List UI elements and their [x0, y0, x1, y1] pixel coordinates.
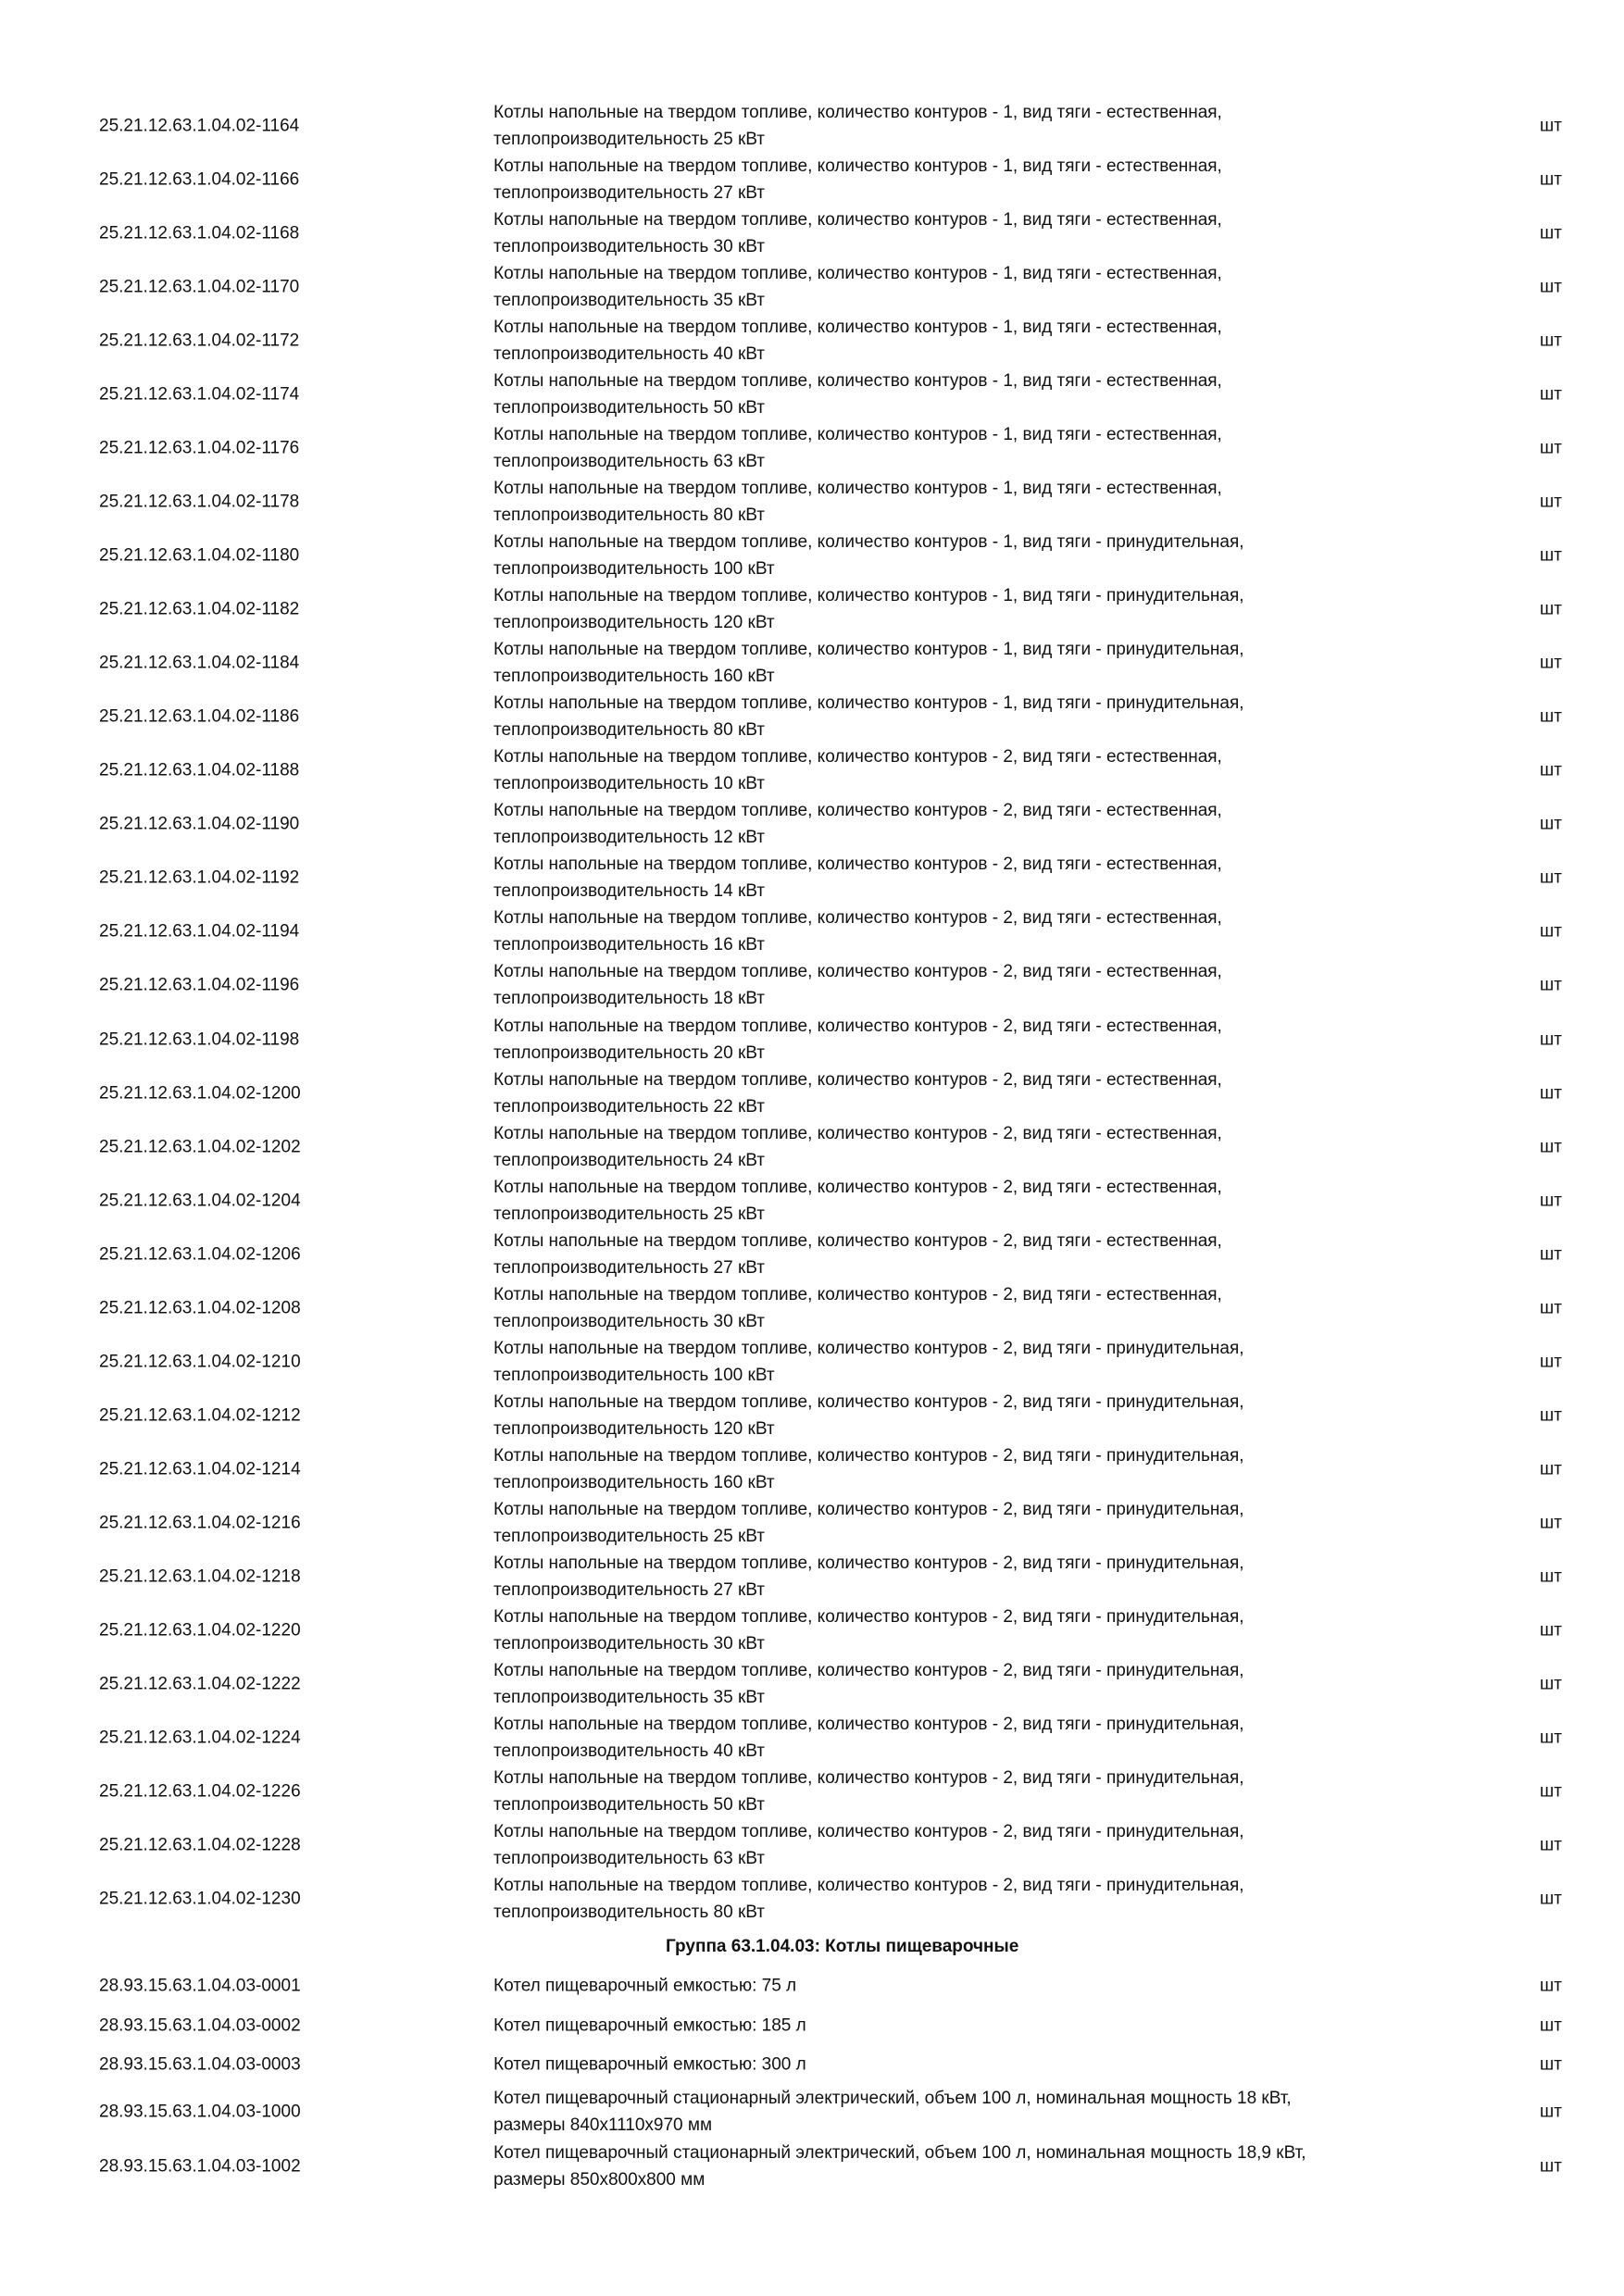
- unit-cell: шт: [1540, 975, 1562, 995]
- table-row: [0, 743, 1624, 797]
- table-row: [0, 2085, 1624, 2139]
- unit-cell: шт: [1540, 1728, 1562, 1748]
- item-description: [493, 2085, 1292, 2139]
- item-description-line: Котлы напольные на твердом топливе, количество контуров - 2, вид тяги - естественная,: [493, 1284, 1222, 1304]
- unit-cell: шт: [1540, 1083, 1562, 1104]
- item-description-line: теплопроизводительность 27 кВт: [493, 1257, 766, 1278]
- unit-cell: шт: [1540, 1405, 1562, 1426]
- item-description-line: теплопроизводительность 63 кВт: [493, 1848, 766, 1868]
- item-description-line: Котлы напольные на твердом топливе, количество контуров - 1, вид тяги - естественная,: [493, 156, 1222, 177]
- item-code: 25.21.12.63.1.04.02-1172: [99, 331, 300, 351]
- table-row: [0, 1765, 1624, 1818]
- table-row: [0, 1120, 1624, 1174]
- item-description-line: теплопроизводительность 100 кВт: [493, 1365, 775, 1385]
- item-code: 28.93.15.63.1.04.03-1002: [99, 2156, 301, 2177]
- item-description-line: теплопроизводительность 160 кВт: [493, 667, 775, 687]
- item-description-line: теплопроизводительность 35 кВт: [493, 1687, 766, 1707]
- table-row: [0, 690, 1624, 743]
- table-row: [0, 475, 1624, 529]
- item-description-line: теплопроизводительность 63 кВт: [493, 452, 766, 472]
- item-code: 25.21.12.63.1.04.02-1212: [99, 1405, 301, 1426]
- item-description-line: теплопроизводительность 18 кВт: [493, 989, 766, 1009]
- unit-cell: шт: [1540, 599, 1562, 619]
- item-description-line: Котлы напольные на твердом топливе, количество контуров - 2, вид тяги - принудительная,: [493, 1445, 1244, 1466]
- item-code: 25.21.12.63.1.04.02-1192: [99, 867, 300, 888]
- item-description-line: теплопроизводительность 40 кВт: [493, 344, 766, 365]
- table-row: [0, 1966, 1624, 2005]
- item-code: 25.21.12.63.1.04.02-1188: [99, 760, 300, 780]
- item-description-line: теплопроизводительность 20 кВт: [493, 1042, 766, 1063]
- item-description: [493, 1872, 1244, 1926]
- item-description-line: теплопроизводительность 25 кВт: [493, 130, 766, 149]
- item-code: 25.21.12.63.1.04.02-1190: [99, 814, 300, 834]
- unit-cell: шт: [1540, 1298, 1562, 1318]
- table-row: [0, 1013, 1624, 1067]
- item-code: 25.21.12.63.1.04.02-1210: [99, 1352, 301, 1372]
- item-description-line: теплопроизводительность 80 кВт: [493, 1902, 766, 1922]
- item-description: [493, 1067, 1222, 1120]
- item-description-line: теплопроизводительность 80 кВт: [493, 505, 766, 526]
- table-row: [0, 1389, 1624, 1442]
- item-description-line: Котлы напольные на твердом топливе, количество контуров - 1, вид тяги - принудительная,: [493, 532, 1244, 553]
- item-code: 25.21.12.63.1.04.02-1220: [99, 1620, 301, 1641]
- item-description-line: Котлы напольные на твердом топливе, количество контуров - 1, вид тяги - естественная,: [493, 425, 1222, 445]
- item-description-line: Котлы напольные на твердом топливе, количество контуров - 2, вид тяги - принудительная,: [493, 1875, 1244, 1895]
- item-description-line: теплопроизводительность 160 кВт: [493, 1472, 775, 1492]
- table-row: [0, 260, 1624, 314]
- item-description-line: Котел пищеварочный емкостью: 75 л: [493, 1976, 797, 1996]
- item-description: [493, 1657, 1244, 1711]
- item-description-line: Котлы напольные на твердом топливе, количество контуров - 2, вид тяги - принудительная,: [493, 1714, 1244, 1734]
- item-description-line: теплопроизводительность 100 кВт: [493, 559, 775, 580]
- item-description: [493, 1335, 1244, 1389]
- item-description: [493, 260, 1222, 314]
- item-description: [493, 1973, 796, 2000]
- unit-cell: шт: [1540, 2015, 1562, 2036]
- item-description-line: Котел пищеварочный стационарный электрический, объем 100 л, номинальная мощность 18 кВт,: [493, 2089, 1292, 2108]
- item-code: 25.21.12.63.1.04.02-1168: [99, 223, 300, 243]
- item-description: [493, 368, 1222, 421]
- table-row: [0, 2140, 1624, 2193]
- group-heading: Группа 63.1.04.03: Котлы пищеварочные: [666, 1937, 1019, 1956]
- item-code: 28.93.15.63.1.04.03-0002: [99, 2015, 301, 2036]
- item-description-line: теплопроизводительность 40 кВт: [493, 1741, 766, 1761]
- item-description-line: теплопроизводительность 120 кВт: [493, 613, 775, 633]
- item-description-line: теплопроизводительность 80 кВт: [493, 720, 766, 741]
- item-code: 25.21.12.63.1.04.02-1218: [99, 1566, 301, 1587]
- table-row: [0, 582, 1624, 636]
- table-row: [0, 314, 1624, 368]
- unit-cell: шт: [1540, 1244, 1562, 1265]
- unit-cell: шт: [1540, 545, 1562, 566]
- unit-cell: шт: [1540, 1889, 1562, 1909]
- item-description-line: Котел пищеварочный стационарный электрический, объем 100 л, номинальная мощность 18,9 кВт,: [493, 2143, 1306, 2163]
- table-row: [0, 1281, 1624, 1335]
- unit-cell: шт: [1540, 653, 1562, 673]
- item-description-line: Котлы напольные на твердом топливе, количество контуров - 2, вид тяги - естественная,: [493, 747, 1222, 767]
- item-description-line: Котлы напольные на твердом топливе, количество контуров - 2, вид тяги - естественная,: [493, 855, 1222, 875]
- item-description-line: Котлы напольные на твердом топливе, количество контуров - 2, вид тяги - принудительная,: [493, 1606, 1244, 1627]
- item-description: [493, 2140, 1306, 2193]
- item-description: [493, 99, 1222, 153]
- unit-cell: шт: [1540, 384, 1562, 405]
- item-description: [493, 851, 1222, 905]
- item-code: 25.21.12.63.1.04.02-1170: [99, 277, 300, 297]
- unit-cell: шт: [1540, 116, 1562, 136]
- item-description-line: теплопроизводительность 35 кВт: [493, 291, 766, 311]
- item-description-line: Котлы напольные на твердом топливе, количество контуров - 2, вид тяги - естественная,: [493, 1230, 1222, 1251]
- unit-cell: шт: [1540, 1029, 1562, 1049]
- unit-cell: шт: [1540, 1566, 1562, 1587]
- unit-cell: шт: [1540, 1620, 1562, 1641]
- unit-cell: шт: [1540, 438, 1562, 458]
- unit-cell: шт: [1540, 2102, 1562, 2122]
- item-description: [493, 1120, 1222, 1174]
- item-description: [493, 153, 1222, 206]
- table-row: [0, 1657, 1624, 1711]
- table-row: [0, 1496, 1624, 1550]
- item-description-line: Котлы напольные на твердом топливе, количество контуров - 2, вид тяги - естественная,: [493, 1177, 1222, 1197]
- unit-cell: шт: [1540, 169, 1562, 190]
- item-description-line: Котлы напольные на твердом топливе, количество контуров - 2, вид тяги - принудительная,: [493, 1767, 1244, 1788]
- item-description: [493, 1765, 1244, 1818]
- unit-cell: шт: [1540, 223, 1562, 243]
- item-description-line: Котлы напольные на твердом топливе, количество контуров - 2, вид тяги - естественная,: [493, 1016, 1222, 1036]
- table-row: [0, 2045, 1624, 2084]
- item-description: [493, 421, 1222, 475]
- item-code: 25.21.12.63.1.04.02-1186: [99, 706, 300, 727]
- item-description-line: Котлы напольные на твердом топливе, количество контуров - 1, вид тяги - естественная,: [493, 371, 1222, 392]
- item-description: [493, 206, 1222, 260]
- item-description: [493, 1711, 1244, 1765]
- item-description-line: теплопроизводительность 10 кВт: [493, 774, 766, 794]
- unit-cell: шт: [1540, 2054, 1562, 2075]
- item-code: 25.21.12.63.1.04.02-1222: [99, 1674, 301, 1694]
- item-description: [493, 2013, 806, 2040]
- unit-cell: шт: [1540, 921, 1562, 942]
- item-description-line: Котлы напольные на твердом топливе, количество контуров - 1, вид тяги - естественная,: [493, 210, 1222, 231]
- item-description: [493, 743, 1222, 797]
- item-code: 25.21.12.63.1.04.02-1184: [99, 653, 300, 673]
- item-description: [493, 1228, 1222, 1281]
- item-description: [493, 2052, 806, 2078]
- table-row: [0, 1335, 1624, 1389]
- unit-cell: шт: [1540, 1835, 1562, 1855]
- item-description-line: теплопроизводительность 120 кВт: [493, 1418, 775, 1439]
- table-row: [0, 1067, 1624, 1120]
- item-description: [493, 905, 1222, 958]
- unit-cell: шт: [1540, 2156, 1562, 2177]
- item-description-line: теплопроизводительность 30 кВт: [493, 1311, 766, 1331]
- item-description-line: теплопроизводительность 30 кВт: [493, 1633, 766, 1653]
- unit-cell: шт: [1540, 492, 1562, 512]
- unit-cell: шт: [1540, 277, 1562, 297]
- item-code: 25.21.12.63.1.04.02-1208: [99, 1298, 301, 1318]
- item-description-line: Котлы напольные на твердом топливе, количество контуров - 1, вид тяги - принудительная,: [493, 640, 1244, 660]
- item-code: 25.21.12.63.1.04.02-1226: [99, 1781, 301, 1802]
- item-description: [493, 958, 1222, 1012]
- item-description-line: Котел пищеварочный емкостью: 300 л: [493, 2054, 806, 2075]
- item-description-line: теплопроизводительность 25 кВт: [493, 1204, 766, 1224]
- item-description-line: Котлы напольные на твердом топливе, количество контуров - 2, вид тяги - принудительная,: [493, 1821, 1244, 1841]
- item-description-line: Котлы напольные на твердом топливе, количество контуров - 1, вид тяги - естественная,: [493, 103, 1222, 122]
- item-description: [493, 314, 1222, 368]
- item-code: 25.21.12.63.1.04.02-1200: [99, 1083, 301, 1104]
- table-row: [0, 1174, 1624, 1228]
- item-description-line: Котлы напольные на твердом топливе, количество контуров - 2, вид тяги - принудительная,: [493, 1660, 1244, 1680]
- item-description: [493, 636, 1244, 690]
- item-description-line: Котлы напольные на твердом топливе, количество контуров - 1, вид тяги - естественная,: [493, 264, 1222, 284]
- unit-cell: шт: [1540, 1513, 1562, 1533]
- item-description: [493, 797, 1222, 851]
- item-description: [493, 1389, 1244, 1442]
- item-description: [493, 475, 1222, 529]
- unit-cell: шт: [1540, 331, 1562, 351]
- item-description: [493, 1442, 1244, 1496]
- item-code: 25.21.12.63.1.04.02-1180: [99, 545, 300, 566]
- item-description-line: Котлы напольные на твердом топливе, количество контуров - 2, вид тяги - естественная,: [493, 962, 1222, 982]
- table-row: [0, 1550, 1624, 1603]
- table-row: [0, 636, 1624, 690]
- table-row: [0, 2006, 1624, 2045]
- unit-cell: шт: [1540, 1191, 1562, 1211]
- item-description-line: Котлы напольные на твердом топливе, количество контуров - 2, вид тяги - принудительная,: [493, 1338, 1244, 1358]
- item-description: [493, 1496, 1244, 1550]
- item-code: 25.21.12.63.1.04.02-1176: [99, 438, 300, 458]
- item-code: 25.21.12.63.1.04.02-1202: [99, 1137, 301, 1157]
- item-description-line: Котлы напольные на твердом топливе, количество контуров - 2, вид тяги - принудительная,: [493, 1499, 1244, 1519]
- table-row: [0, 905, 1624, 958]
- item-description: [493, 690, 1244, 743]
- item-description: [493, 1603, 1244, 1657]
- item-description-line: Котлы напольные на твердом топливе, количество контуров - 1, вид тяги - естественная,: [493, 479, 1222, 499]
- item-code: 25.21.12.63.1.04.02-1178: [99, 492, 300, 512]
- item-code: 25.21.12.63.1.04.02-1166: [99, 169, 300, 190]
- item-description-line: Котлы напольные на твердом топливе, количество контуров - 1, вид тяги - естественная,: [493, 318, 1222, 338]
- unit-cell: шт: [1540, 814, 1562, 834]
- table-row: [0, 1228, 1624, 1281]
- unit-cell: шт: [1540, 760, 1562, 780]
- item-description-line: Котлы напольные на твердом топливе, количество контуров - 2, вид тяги - естественная,: [493, 801, 1222, 821]
- unit-cell: шт: [1540, 1352, 1562, 1372]
- item-description-line: Котлы напольные на твердом топливе, количество контуров - 1, вид тяги - принудительная,: [493, 693, 1244, 714]
- table-row: [0, 797, 1624, 851]
- item-description-line: размеры 850х800х800 мм: [493, 2170, 706, 2190]
- item-code: 28.93.15.63.1.04.03-1000: [99, 2102, 301, 2122]
- item-description-line: теплопроизводительность 12 кВт: [493, 828, 766, 848]
- item-description-line: теплопроизводительность 27 кВт: [493, 183, 766, 204]
- table-row: [0, 1603, 1624, 1657]
- item-code: 28.93.15.63.1.04.03-0003: [99, 2054, 301, 2075]
- item-description-line: Котлы напольные на твердом топливе, количество контуров - 2, вид тяги - естественная,: [493, 1069, 1222, 1090]
- unit-cell: шт: [1540, 1459, 1562, 1479]
- item-description-line: Котлы напольные на твердом топливе, количество контуров - 2, вид тяги - принудительная,: [493, 1391, 1244, 1412]
- item-code: 25.21.12.63.1.04.02-1194: [99, 921, 300, 942]
- item-description-line: теплопроизводительность 24 кВт: [493, 1150, 766, 1170]
- table-row: [0, 421, 1624, 475]
- table-row: [0, 99, 1624, 153]
- item-code: 25.21.12.63.1.04.02-1214: [99, 1459, 301, 1479]
- item-description-line: теплопроизводительность 25 кВт: [493, 1526, 766, 1546]
- table-row: [0, 368, 1624, 421]
- table-row: [0, 1442, 1624, 1496]
- item-code: 25.21.12.63.1.04.02-1196: [99, 975, 300, 995]
- item-code: 25.21.12.63.1.04.02-1164: [99, 116, 300, 136]
- item-description-line: теплопроизводительность 22 кВт: [493, 1096, 766, 1117]
- item-code: 28.93.15.63.1.04.03-0001: [99, 1976, 301, 1996]
- item-description: [493, 1281, 1222, 1335]
- item-description-line: теплопроизводительность 50 кВт: [493, 1794, 766, 1815]
- item-description: [493, 1013, 1222, 1067]
- item-code: 25.21.12.63.1.04.02-1182: [99, 599, 300, 619]
- table-row: [0, 1818, 1624, 1872]
- table-row: [0, 206, 1624, 260]
- item-description-line: размеры 840х1110х970 мм: [493, 2115, 713, 2135]
- item-code: 25.21.12.63.1.04.02-1204: [99, 1191, 301, 1211]
- item-code: 25.21.12.63.1.04.02-1206: [99, 1244, 301, 1265]
- item-description: [493, 1174, 1222, 1228]
- unit-cell: шт: [1540, 1137, 1562, 1157]
- item-code: 25.21.12.63.1.04.02-1228: [99, 1835, 301, 1855]
- item-code: 25.21.12.63.1.04.02-1230: [99, 1889, 301, 1909]
- item-code: 25.21.12.63.1.04.02-1174: [99, 384, 300, 405]
- unit-cell: шт: [1540, 1976, 1562, 1996]
- item-code: 25.21.12.63.1.04.02-1198: [99, 1029, 300, 1049]
- unit-cell: шт: [1540, 867, 1562, 888]
- item-description-line: Котлы напольные на твердом топливе, количество контуров - 2, вид тяги - естественная,: [493, 1123, 1222, 1143]
- item-description: [493, 529, 1244, 582]
- unit-cell: шт: [1540, 1674, 1562, 1694]
- item-description-line: Котлы напольные на твердом топливе, количество контуров - 2, вид тяги - естественная,: [493, 908, 1222, 929]
- item-description-line: Котлы напольные на твердом топливе, количество контуров - 2, вид тяги - принудительная,: [493, 1553, 1244, 1573]
- item-description: [493, 1818, 1244, 1872]
- item-description: [493, 1550, 1244, 1603]
- unit-cell: шт: [1540, 706, 1562, 727]
- table-row: [0, 153, 1624, 206]
- table-row: [0, 529, 1624, 582]
- item-description-line: теплопроизводительность 27 кВт: [493, 1579, 766, 1600]
- item-description-line: Котел пищеварочный емкостью: 185 л: [493, 2015, 806, 2036]
- item-code: 25.21.12.63.1.04.02-1224: [99, 1728, 301, 1748]
- table-row: [0, 1872, 1624, 1926]
- item-code: 25.21.12.63.1.04.02-1216: [99, 1513, 301, 1533]
- table-row: [0, 1711, 1624, 1765]
- table-row: [0, 958, 1624, 1012]
- item-description-line: теплопроизводительность 50 кВт: [493, 398, 766, 418]
- item-description-line: Котлы напольные на твердом топливе, количество контуров - 1, вид тяги - принудительная,: [493, 586, 1244, 606]
- item-description-line: теплопроизводительность 30 кВт: [493, 237, 766, 257]
- item-description: [493, 582, 1244, 636]
- item-description-line: теплопроизводительность 14 кВт: [493, 881, 766, 902]
- item-description-line: теплопроизводительность 16 кВт: [493, 935, 766, 955]
- table-row: [0, 851, 1624, 905]
- unit-cell: шт: [1540, 1781, 1562, 1802]
